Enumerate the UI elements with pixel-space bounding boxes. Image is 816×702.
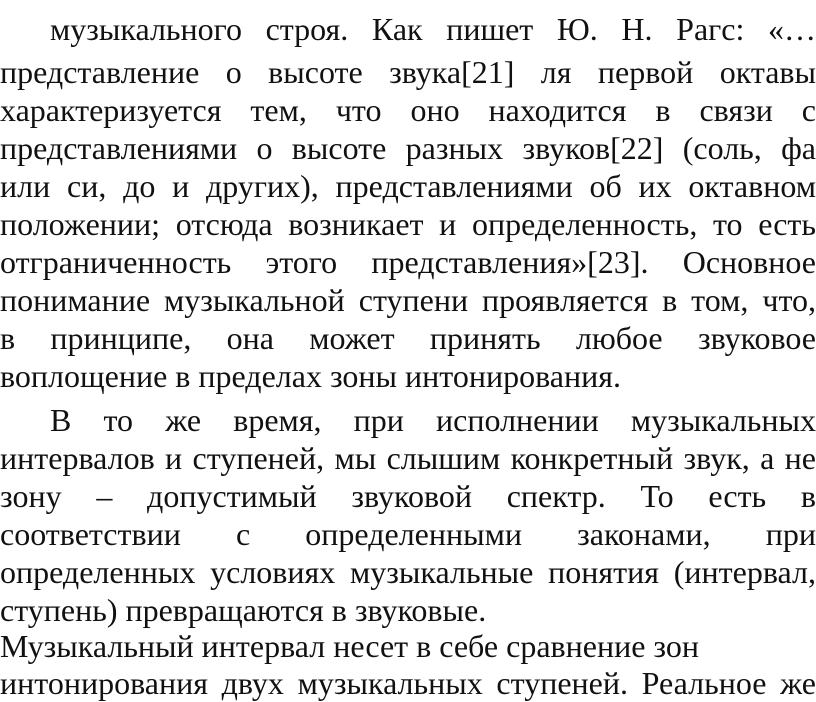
- text-line: характеризуется тем, что оно находится в связи с: [0, 92, 816, 128]
- text-line: соответствии с определенными законами, при: [0, 516, 816, 552]
- text-line: ступень) превращаются в звуковые.: [0, 592, 487, 628]
- text-line: представление о высоте звука[21] ля первой октавы: [0, 54, 816, 90]
- text-line: интонирования двух музыкальных ступеней. Реальное же: [0, 665, 816, 701]
- text-line: интервалов и ступеней, мы слышим конкретный звук, а не: [0, 440, 816, 476]
- text-line: положении; отсюда возникает и определенность, то есть: [0, 206, 816, 242]
- text-line: В то же время, при исполнении музыкальных: [50, 402, 816, 438]
- text-line: музыкального строя. Как пишет Ю. Н. Рагс: «…: [50, 11, 816, 47]
- text-line: в принципе, она может принять любое звуковое: [0, 320, 816, 356]
- text-line: или си, до и других), представлениями об их октавном: [0, 168, 816, 204]
- text-line: понимание музыкальной ступени проявляется в том, что,: [0, 282, 816, 318]
- text-line: представлениями о высоте разных звуков[22] (соль, фа: [0, 130, 816, 166]
- text-line: Музыкальный интервал несет в себе сравнение зон: [0, 628, 699, 664]
- text-line: определенных условиях музыкальные понятия (интервал,: [0, 554, 816, 590]
- text-line: зону – допустимый звуковой спектр. То есть в: [0, 478, 816, 514]
- text-line: воплощение в пределах зоны интонирования.: [0, 358, 621, 394]
- text-line: отграниченность этого представления»[23]. Основное: [0, 244, 816, 280]
